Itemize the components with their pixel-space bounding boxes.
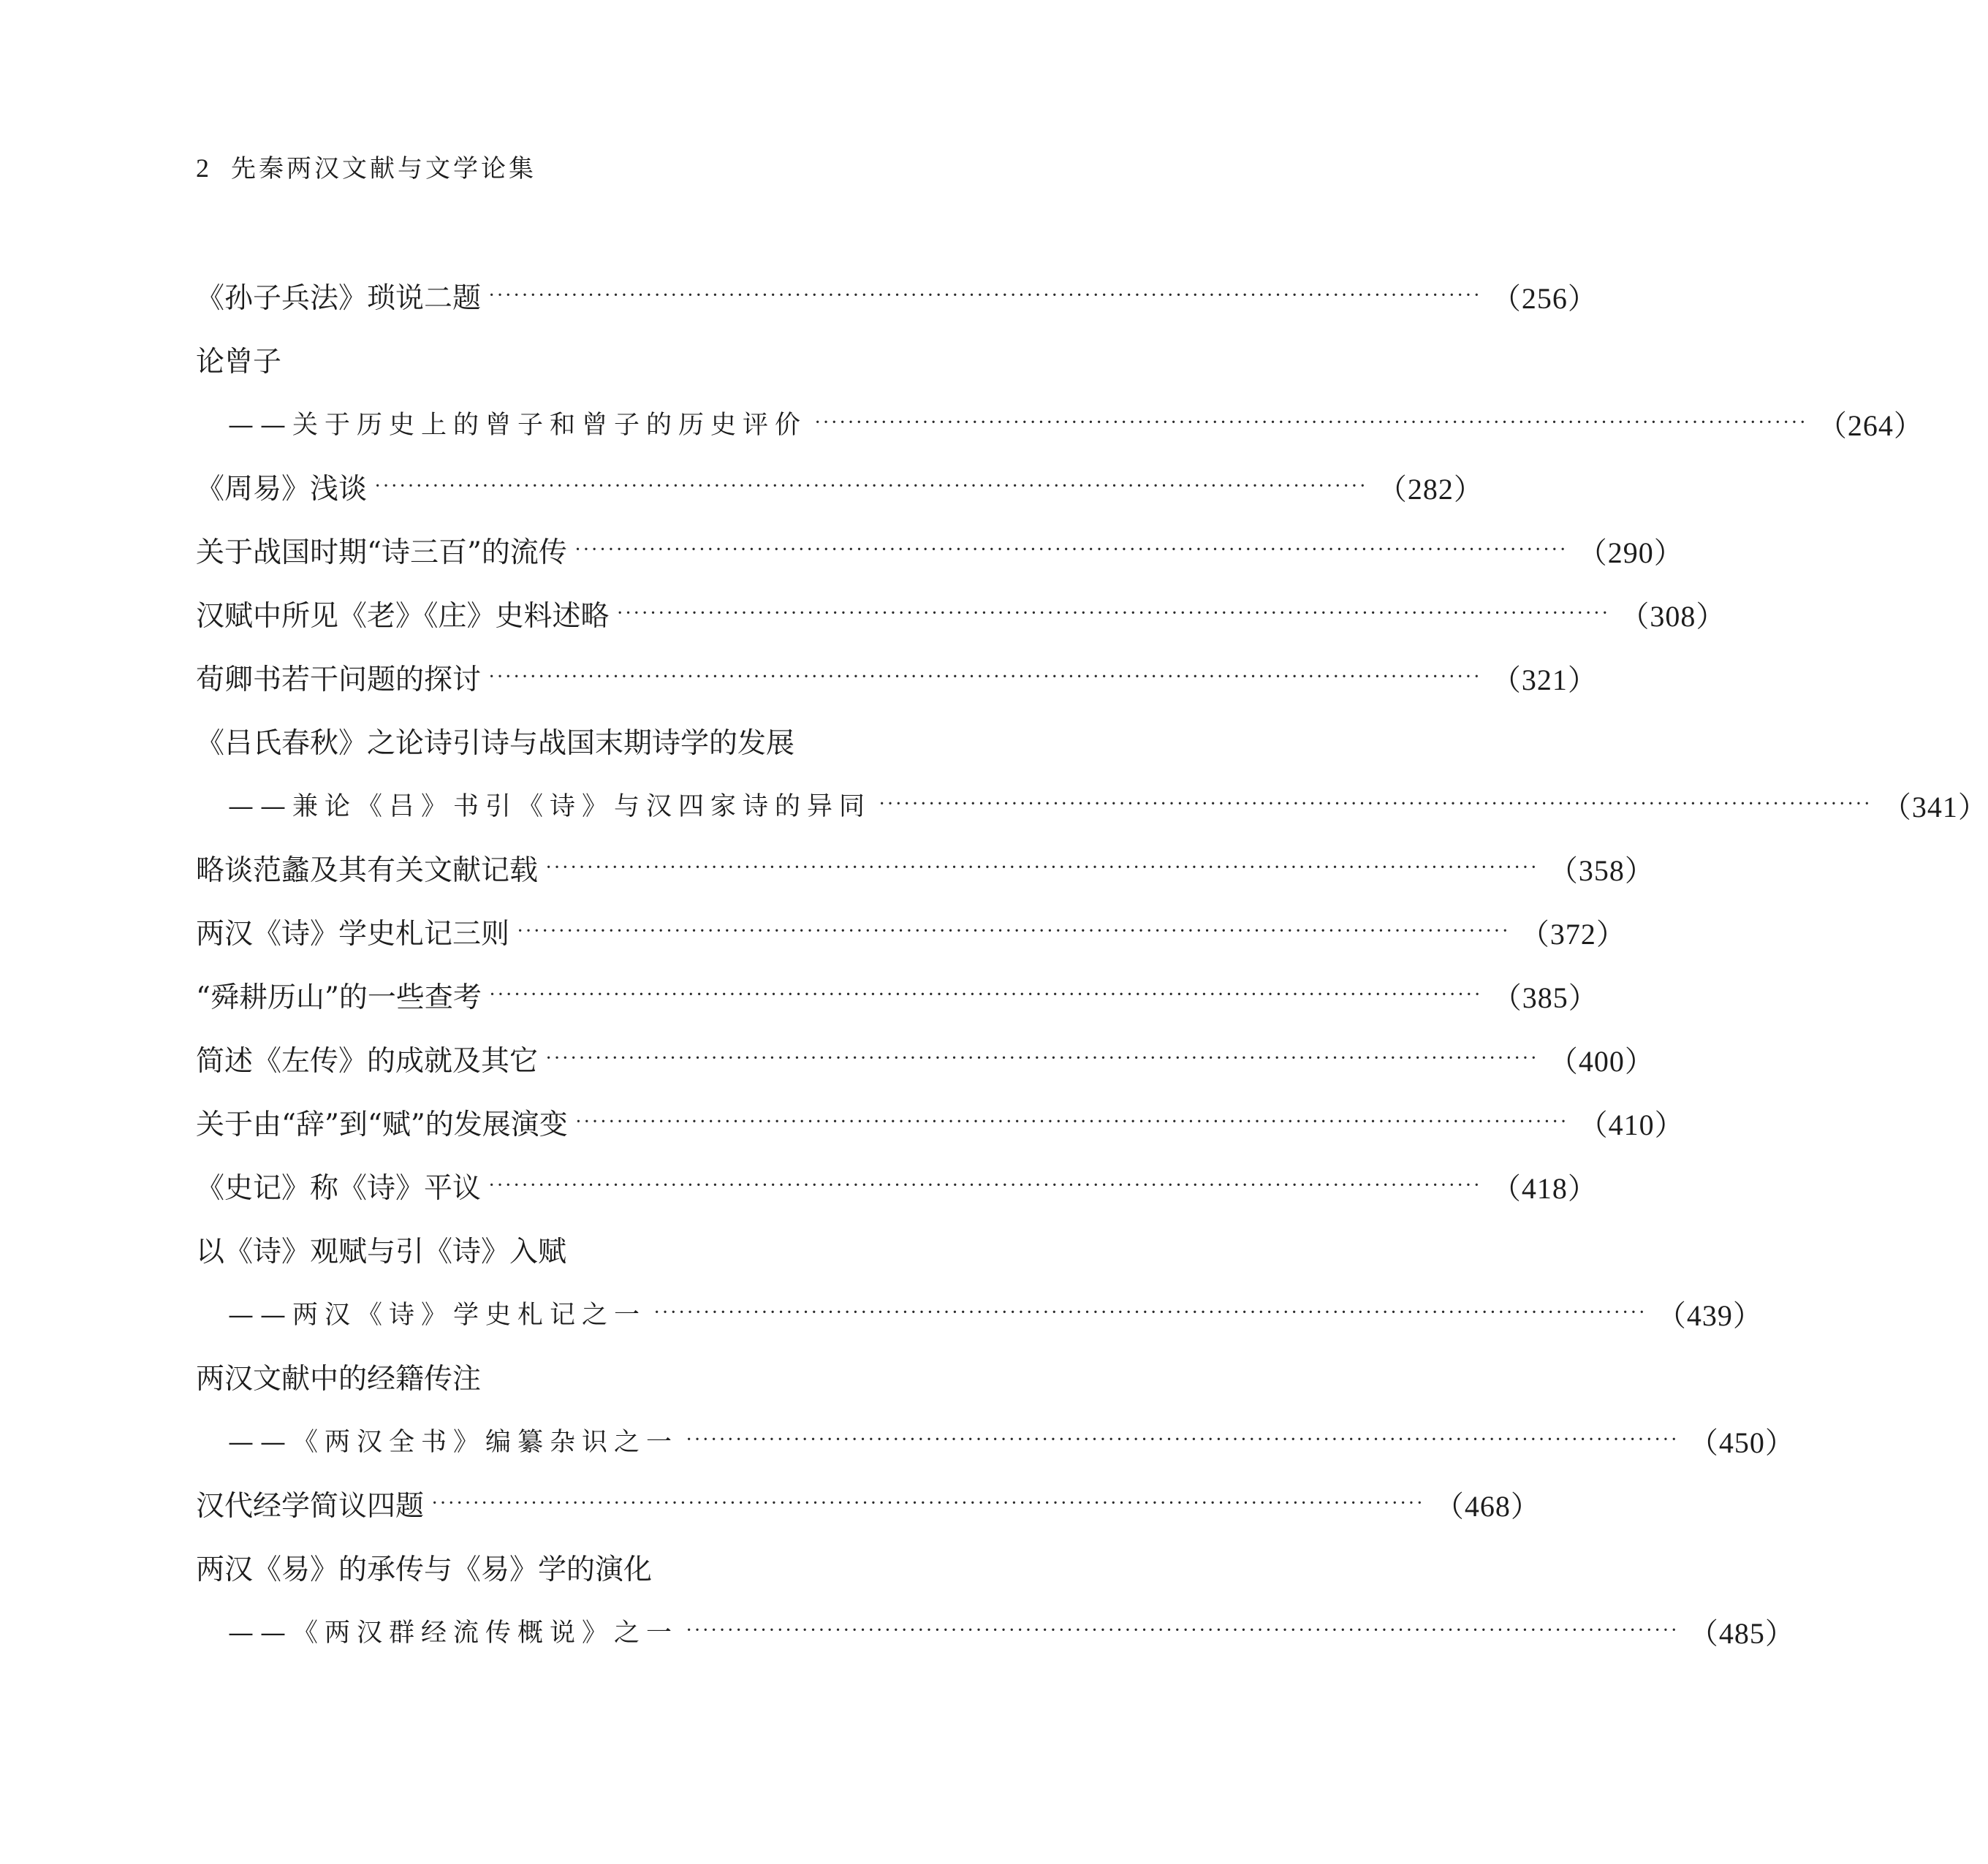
toc-page-number: （439）	[1656, 1298, 1763, 1332]
toc-entry	[196, 712, 1058, 770]
toc-subtitle-line	[196, 394, 1924, 452]
toc-page-number: （321）	[1491, 663, 1598, 696]
toc-entry-title: 论曾子	[196, 346, 282, 378]
toc-entry	[196, 267, 1598, 325]
dot-leader: ························································································································	[488, 284, 1481, 307]
toc-entry	[196, 1538, 1058, 1597]
toc-subtitle-line	[196, 1602, 1795, 1660]
dot-leader: ························································································································	[686, 1429, 1679, 1451]
toc-entry-title: 简述《左传》的成就及其它	[196, 1045, 539, 1078]
toc-page-number: （290）	[1577, 536, 1684, 569]
toc-entry-title: 关于战国时期“诗三百”的流传	[196, 536, 567, 569]
dot-leader: ························································································································	[488, 1174, 1481, 1197]
dot-leader: ························································································································	[488, 984, 1482, 1006]
toc-entry	[196, 457, 1484, 516]
toc-page-number: （385）	[1492, 981, 1598, 1014]
dot-leader: ························································································································	[879, 793, 1872, 815]
dot-leader: ························································································································	[545, 856, 1539, 879]
toc-subtitle-line	[196, 1411, 1795, 1469]
toc-entry-title: 以《诗》观赋与引《诗》入赋	[196, 1236, 567, 1268]
toc-page-number: （418）	[1491, 1171, 1598, 1205]
toc-entry	[196, 585, 1726, 643]
toc-entry	[196, 1475, 1541, 1533]
toc-subtitle-line	[196, 775, 1988, 834]
dot-leader: ························································································································	[653, 1301, 1647, 1324]
toc-entry	[196, 1157, 1598, 1215]
toc-entry	[196, 1030, 1655, 1088]
dot-leader: ························································································································	[545, 1047, 1539, 1070]
page-number: 2	[196, 153, 212, 183]
toc-page-number: （256）	[1491, 281, 1598, 315]
toc-page-number: （372）	[1520, 917, 1626, 951]
toc-entry	[196, 1093, 1685, 1152]
toc-entry	[196, 330, 1058, 389]
toc-entry	[196, 839, 1655, 897]
toc-entry-title: ——兼论《吕》书引《诗》与汉四家诗的异同	[228, 792, 872, 821]
toc-entry-title: 两汉《易》的承传与《易》学的演化	[196, 1553, 653, 1586]
dot-leader: ························································································································	[488, 666, 1481, 688]
toc-entry	[196, 521, 1684, 579]
toc-page-number: （308）	[1620, 599, 1726, 633]
toc-page-number: （341）	[1881, 790, 1988, 823]
dot-leader: ························································································································	[814, 411, 1807, 434]
toc-page-number: （282）	[1377, 472, 1484, 506]
toc-page-number: （358）	[1548, 853, 1655, 887]
toc-entry-title: 《吕氏春秋》之论诗引诗与战国末期诗学的发展	[196, 727, 795, 760]
toc-entry	[196, 1347, 1058, 1406]
dot-leader: ························································································································	[574, 1111, 1568, 1133]
toc-entry-title: 荀卿书若干问题的探讨	[196, 663, 482, 696]
toc-entry-title: ——关于历史上的曾子和曾子的历史评价	[228, 411, 808, 440]
toc-entry	[196, 966, 1598, 1024]
toc-entry-title: 两汉《诗》学史札记三则	[196, 918, 510, 951]
toc-entry	[196, 902, 1626, 961]
toc-entry-title: 两汉文献中的经籍传注	[196, 1363, 482, 1396]
toc-entry-title: 汉赋中所见《老》《庄》史料述略	[196, 600, 610, 633]
toc-entry-title: ——《两汉群经流传概说》之一	[228, 1618, 679, 1648]
dot-leader: ························································································································	[431, 1492, 1424, 1515]
toc-page-number: （400）	[1548, 1044, 1655, 1078]
toc-entry	[196, 648, 1598, 707]
toc-entry-title: 《周易》浅谈	[196, 473, 368, 506]
toc-entry-title: “舜耕历山”的一些查考	[196, 981, 482, 1014]
toc-entry-title: 《史记》称《诗》平议	[196, 1172, 482, 1205]
dot-leader: ························································································································	[517, 920, 1510, 943]
toc-entry-title: 略谈范蠡及其有关文献记载	[196, 854, 539, 887]
dot-leader: ························································································································	[616, 602, 1610, 625]
toc-page-number: （468）	[1434, 1489, 1541, 1523]
toc-entry-title: 关于由“辞”到“赋”的发展演变	[196, 1108, 568, 1141]
toc-entry-title: 《孙子兵法》琐说二题	[196, 282, 482, 315]
book-title: 先秦两汉文献与文学论集	[231, 154, 536, 183]
dot-leader: ························································································································	[686, 1619, 1679, 1642]
dot-leader: ························································································································	[374, 475, 1367, 498]
toc-subtitle-line	[196, 1284, 1763, 1342]
table-of-contents	[196, 0, 1988, 1864]
toc-page-number: （485）	[1688, 1616, 1795, 1650]
dot-leader: ························································································································	[574, 539, 1568, 561]
toc-page-number: （264）	[1817, 408, 1924, 442]
toc-page-number: （450）	[1688, 1426, 1795, 1459]
toc-page-number: （410）	[1578, 1108, 1685, 1141]
toc-entry	[196, 1220, 1058, 1279]
toc-entry-title: ——《两汉全书》编纂杂识之一	[228, 1428, 679, 1457]
toc-entry-title: 汉代经学简议四题	[196, 1490, 425, 1523]
toc-entry-title: ——两汉《诗》学史札记之一	[228, 1301, 647, 1330]
